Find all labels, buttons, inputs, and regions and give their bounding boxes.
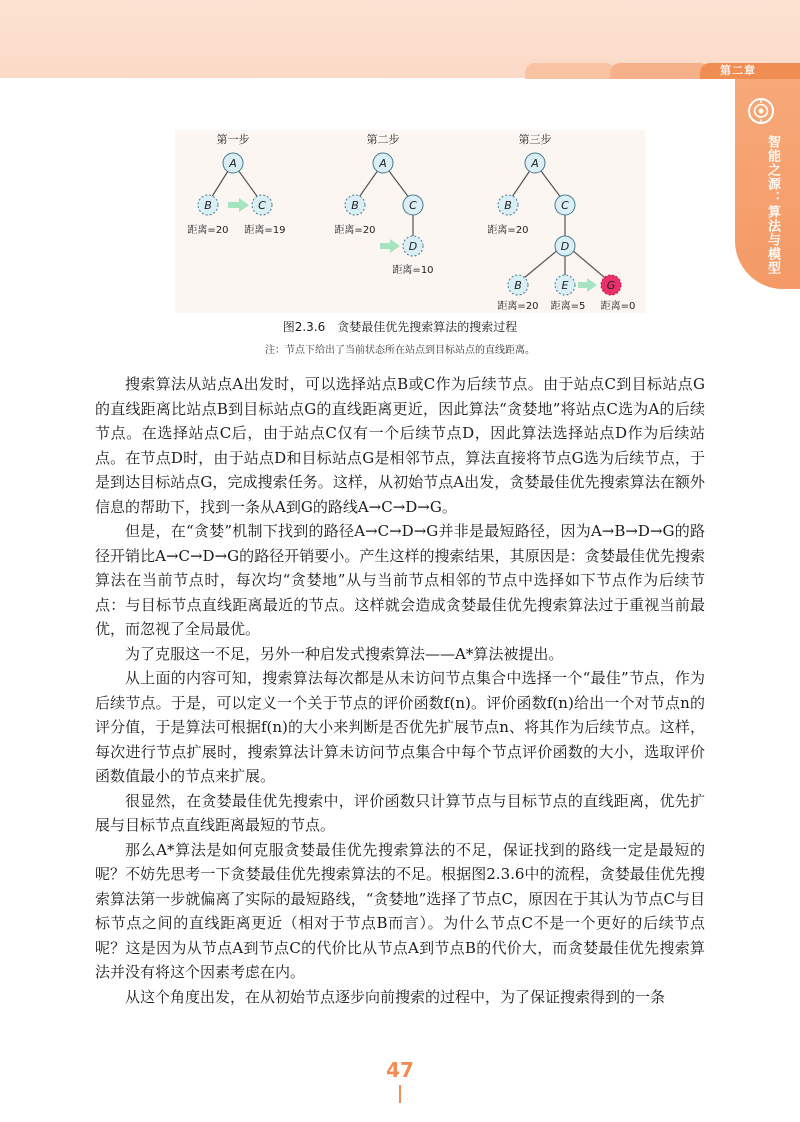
paragraph: 那么A*算法是如何克服贪婪最佳优先搜索算法的不足，保证找到的路线一定是最短的呢？不妨先思考一下贪婪最佳优先搜索算法的不足。根据图2.3.6中的流程，贪婪最佳优先搜索算法第一步就偏离了实际的最短路线，“贪婪地”选择了节点C，原因在于其认为节点C与目标节点之间的直线距离更近（相对于节点B而言）。为什么节点C不是一个更好的后续节点呢？这是因为从节点A到节点C的代价比从节点A到节点B的代价大，而贪婪最佳优先搜索算法并没有将这个因素考虑在内。 <box>95 840 705 981</box>
page-number: 47 <box>386 1058 414 1082</box>
node-label: G <box>606 279 616 292</box>
node-label: B <box>204 199 212 212</box>
distance-label: 距离=20 <box>487 225 529 236</box>
figure-caption: 图2.3.6 贪婪最佳优先搜索算法的搜索过程 <box>282 320 518 334</box>
paragraph: 很显然，在贪婪最佳优先搜索中，评价函数只计算节点与目标节点的直线距离，优先扩展与目标节点直线距离最短的节点。 <box>95 791 705 834</box>
paragraph: 搜索算法从站点A出发时，可以选择站点B或C作为后续节点。由于站点C到目标站点G的直线距离比站点B到目标站点G的直线距离更近，因此算法“贪婪地”将站点C选为A的后续节点。在选择站点C后，由于站点C仅有一个后续节点D，因此算法选择站点D作为后续站点。在节点D时，由于站点D和目标站点G是相邻节点，算法直接将节点G选为后续节点，于是到达目标站点G，完成搜索任务。这样，从初始节点A出发，贪婪最佳优先搜索算法在额外信息的帮助下，找到一条从A到G的路线A→C→D→G。 <box>95 375 705 516</box>
node-label: D <box>560 240 570 253</box>
distance-label: 距离=20 <box>187 225 229 236</box>
paragraph: 从这个角度出发，在从初始节点逐步向前搜索的过程中，为了保证搜索得到的一条 <box>125 987 666 1006</box>
body-text <box>95 372 705 1009</box>
paragraph: 从上面的内容可知，搜索算法每次都是从未访问节点集合中选择一个“最佳”节点，作为后续节点。于是，可以定义一个关于节点的评价函数f(n)。评价函数f(n)给出一个对节点n的评分值，于是算法可根据f(n)的大小来判断是否优先扩展节点n、将其作为后续节点。这样，每次进行节点扩展时，搜索算法计算未访问节点集合中每个节点评价函数的大小，选取评价函数值最小的节点来扩展。 <box>95 669 705 785</box>
selection-arrow <box>228 198 249 212</box>
distance-label: 距离=10 <box>392 265 434 276</box>
node-label: C <box>409 199 417 212</box>
distance-label: 距离=19 <box>244 225 286 236</box>
header-tab-decoration <box>610 63 710 79</box>
paragraph: 为了克服这一不足，另外一种启发式搜索算法——A*算法被提出。 <box>125 644 564 663</box>
step3-title: 第三步 <box>518 133 552 146</box>
page-number-tick <box>399 1085 401 1103</box>
side-panel <box>735 79 800 289</box>
selection-arrow <box>578 278 597 292</box>
distance-label: 距离=5 <box>550 301 586 312</box>
distance-label: 距离=20 <box>497 301 539 312</box>
node-label: A <box>531 157 539 170</box>
search-process-figure <box>175 130 645 313</box>
brain-chip-icon <box>747 97 775 125</box>
step2-title: 第二步 <box>366 133 400 146</box>
distance-label: 距离=20 <box>334 225 376 236</box>
side-title: 智能之源：算法与模型 <box>765 135 780 275</box>
distance-label: 距离=0 <box>600 301 636 312</box>
node-label: C <box>258 199 266 212</box>
node-label: B <box>351 199 359 212</box>
paragraph: 但是，在“贪婪”机制下找到的路径A→C→D→G并非是最短路径，因为A→B→D→G的路径开销比A→C→D→G的路径开销要小。产生这样的搜索结果，其原因是：贪婪最佳优先搜索算法在当前节点时，每次均“贪婪地”从与当前节点相邻的节点中选择如下节点作为后续节点：与目标节点直线距离最近的节点。这样就会造成贪婪最佳优先搜索算法过于重视当前最优，而忽视了全局最优。 <box>95 522 705 638</box>
node-label: B <box>514 279 522 292</box>
node-label: D <box>408 240 418 253</box>
chapter-label: 第二章 <box>700 63 800 79</box>
step1-title: 第一步 <box>216 133 250 146</box>
node-label: E <box>561 279 569 292</box>
node-label: B <box>504 199 512 212</box>
node-label: A <box>379 157 387 170</box>
selection-arrow <box>380 239 400 253</box>
node-label: A <box>229 157 237 170</box>
node-label: C <box>561 199 569 212</box>
header-tab-decoration <box>525 63 615 79</box>
figure-note: 注：节点下给出了当前状态所在站点到目标站点的直线距离。 <box>265 345 535 356</box>
